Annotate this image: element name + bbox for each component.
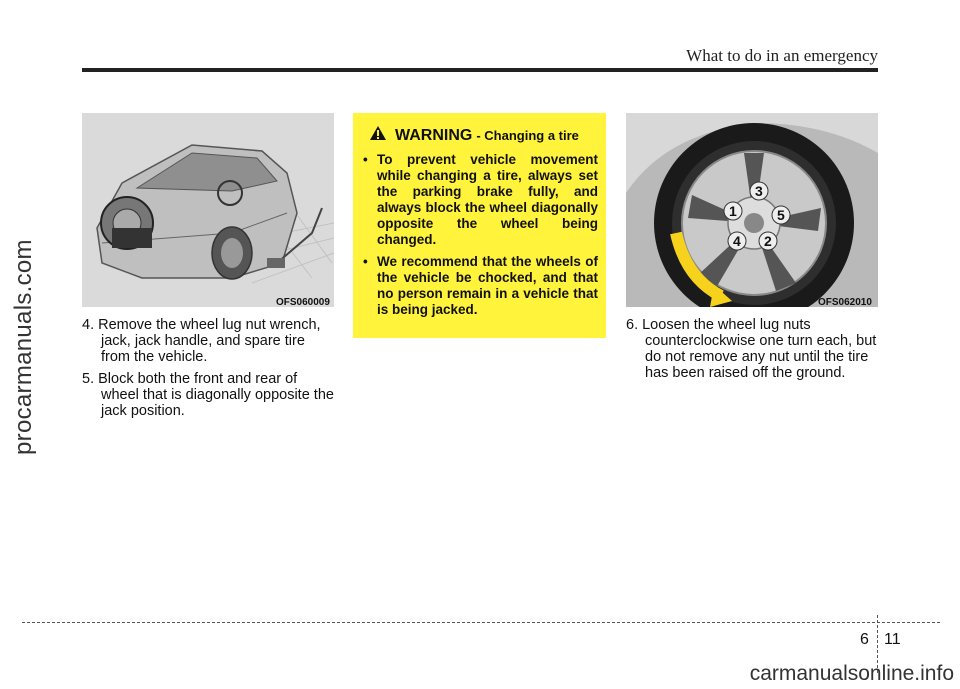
wheel-lug-nuts-illustration <box>626 113 878 307</box>
step-5: 5. Block both the front and rear of wheel that is diagonally opposite the jack position. <box>82 371 334 419</box>
step-4: 4. Remove the wheel lug nut wrench, jack, jack handle, and spare tire from the vehicle. <box>82 317 321 365</box>
step-6: 6. Loosen the wheel lug nuts counterclockwise one turn each, but do not remove any nut until the tire has been raised off the ground. <box>626 317 877 381</box>
warning-header <box>369 125 598 146</box>
lug-nut-label-3: 3 <box>755 183 763 199</box>
lug-nut-label-5: 5 <box>777 207 785 223</box>
footer-rule <box>22 622 940 623</box>
wheel-figure <box>626 113 878 307</box>
figure-code-left: OFS060009 <box>276 297 330 308</box>
bullet: • <box>363 152 368 167</box>
warning-item-text: To prevent vehicle movement while changing a tire, always set the parking brake fully, and always block the wheel diagonally opposite the wheel being changed. <box>377 152 598 247</box>
bullet: • <box>363 254 368 269</box>
car-jack-figure <box>82 113 334 307</box>
section-title: What to do in an emergency <box>686 46 878 65</box>
lug-nut-label-2: 2 <box>764 233 772 249</box>
lug-nut-label-4: 4 <box>733 233 741 249</box>
page-number: 11 <box>884 631 901 648</box>
figure-code-right: OFS062010 <box>818 297 872 308</box>
car-with-jack-illustration <box>82 113 334 307</box>
side-watermark: procarmanuals.com <box>10 239 37 455</box>
warning-box <box>353 113 606 338</box>
lug-nut-label-1: 1 <box>729 203 737 219</box>
warning-subtitle: - Changing a tire <box>476 128 579 143</box>
header-rule <box>82 68 878 72</box>
warning-title: WARNING <box>395 126 473 144</box>
left-steps <box>82 317 334 425</box>
warning-item <box>363 152 598 248</box>
right-steps <box>626 317 878 387</box>
warning-item-text: We recommend that the wheels of the vehicle be chocked, and that no person remain in a vehicle that is being jacked. <box>377 254 598 317</box>
warning-item <box>363 254 598 318</box>
warning-list <box>363 152 598 318</box>
page-chapter: 6 <box>860 631 869 648</box>
warning-triangle-icon <box>369 125 387 146</box>
bottom-watermark: carmanualsonline.info <box>749 662 954 685</box>
